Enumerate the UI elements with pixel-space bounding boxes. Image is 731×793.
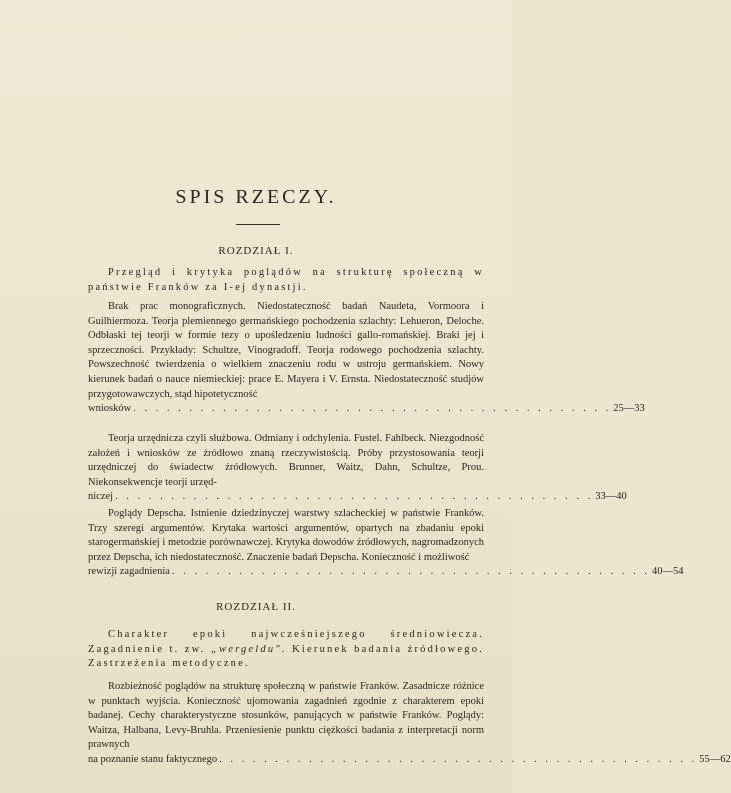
chapter-2-subtitle-b: . Kierunek badania źródłowego. Zastrzeżenia metodyczne. bbox=[88, 643, 485, 670]
page-range: 25—33 bbox=[613, 403, 645, 415]
chapter-2-entry-1 bbox=[88, 680, 731, 768]
entry-last-line: rewizji zagadnienia bbox=[88, 566, 170, 578]
chapter-2-subtitle-text bbox=[88, 628, 484, 672]
chapter-2-heading: ROZDZIAŁ II. bbox=[216, 601, 296, 613]
chapter-1-entry-2 bbox=[88, 432, 627, 505]
chapter-1-entry-2-text: Teorja urzędnicza czyli służbowa. Odmiany i odchylenia. Fustel. Fahlbeck. Niezgodność założeń i wniosków ze źródłowo znaną rzeczywistością. Próby przystosowania teorji urzędniczej do świadectw źródłowych. Brunner, Waitz, Dahn, Schultze, Prou. Niekonsekwencje teorji urzęd- bbox=[88, 433, 484, 488]
page-range: 55—62 bbox=[699, 753, 731, 765]
chapter-1-subtitle bbox=[88, 266, 484, 295]
entry-last-line: na poznanie stanu faktycznego bbox=[88, 753, 218, 765]
leader-dots: . . . . . . . . . . . . . . . . . . . . . . . . . . . . . . . . . . . . . . . . . . . bbox=[171, 566, 651, 578]
chapter-2-entry-1-text: Rozbieżność poglądów na strukturę społeczną w państwie Franków. Zasadnicze różnice w punktach wyjścia. Konieczność ujomowania zagadnień zgodnie z charakterem epoki badanej. Cechy charakterystyczne stosunków, panujących w państwie Franków. Poglądy: Waitza, Halbana, Levy-Bruhla. Przeniesienie punktu ciężkości badania z interpretacji norm prawnych bbox=[88, 681, 484, 751]
chapter-1-heading: ROZDZIAŁ I. bbox=[218, 245, 294, 257]
title-rule bbox=[236, 224, 280, 225]
chapter-2-subtitle bbox=[88, 628, 484, 672]
chapter-1-entry-2-pageline bbox=[88, 490, 627, 505]
chapter-1-entry-3-text: Poglądy Depscha. Istnienie dziedzinyczej warstwy szlacheckiej w państwie Franków. Trzy szeregi argumentów. Krytaka wartości argumentów, opartych na zbadaniu epoki starogermańskiej i metodzie porównawczej. Krytyka dowodów źródłowych, nagromadzonych przez Depscha, ich niedostateczność. Znaczenie badań Depscha. Konieczność i możliwość bbox=[88, 508, 484, 563]
chapter-2-subtitle-term: „wergeldu" bbox=[210, 643, 282, 655]
entry-last-line: niczej bbox=[88, 491, 114, 503]
leader-dots: . . . . . . . . . . . . . . . . . . . . . . . . . . . . . . . . . . . . . . . . . . . bbox=[219, 753, 698, 765]
chapter-2-subtitle-a: Charakter epoki najwcześniejszego średniowiecza. Zagadnienie t. zw. bbox=[88, 629, 484, 655]
chapter-2-entry-1-pageline bbox=[88, 753, 731, 768]
page-range: 40—54 bbox=[652, 566, 684, 578]
chapter-1-entry-1 bbox=[88, 300, 645, 417]
chapter-1-entry-3 bbox=[88, 507, 684, 580]
chapter-1-subtitle-text: Przegląd i krytyka poglądów na strukturę społeczną w państwie Franków za I-ej dynastji. bbox=[88, 267, 484, 293]
page-range: 33—40 bbox=[595, 491, 627, 503]
entry-last-line: wniosków bbox=[88, 403, 132, 415]
leader-dots: . . . . . . . . . . . . . . . . . . . . . . . . . . . . . . . . . . . . . . . . . . . bbox=[115, 491, 594, 503]
chapter-1-entry-1-pageline bbox=[88, 402, 645, 417]
page-title: SPIS RZECZY. bbox=[175, 186, 337, 208]
leader-dots: . . . . . . . . . . . . . . . . . . . . . . . . . . . . . . . . . . . . . . . . . . . bbox=[133, 403, 612, 415]
chapter-1-entry-3-pageline bbox=[88, 565, 684, 580]
chapter-1-entry-1-text: Brak prac monograficznych. Niedostateczność badań Naudeta, Vormoora i Guilhiermoza. Teorja plemiennego germańskiego pochodzenia szlachty: Lehueron, Deloche. Odbłaski tej teorji w formie tezy o upośledzeniu ludności gallo-romańskiej. Braki jej i sprzeczności. Przykłady: Schultze, Vinogradoff. Teorja rodowego pochodzenia szlachty. Powszechność twierdzenia o wielkiem znaczeniu rodu w ustroju germańskiem. Nowy kierunek badań o nauce niemieckiej: prace E. Mayera i V. Ernsta. Niedostateczność studjów przygotowawczych, stąd hipotetyczność bbox=[88, 301, 484, 400]
